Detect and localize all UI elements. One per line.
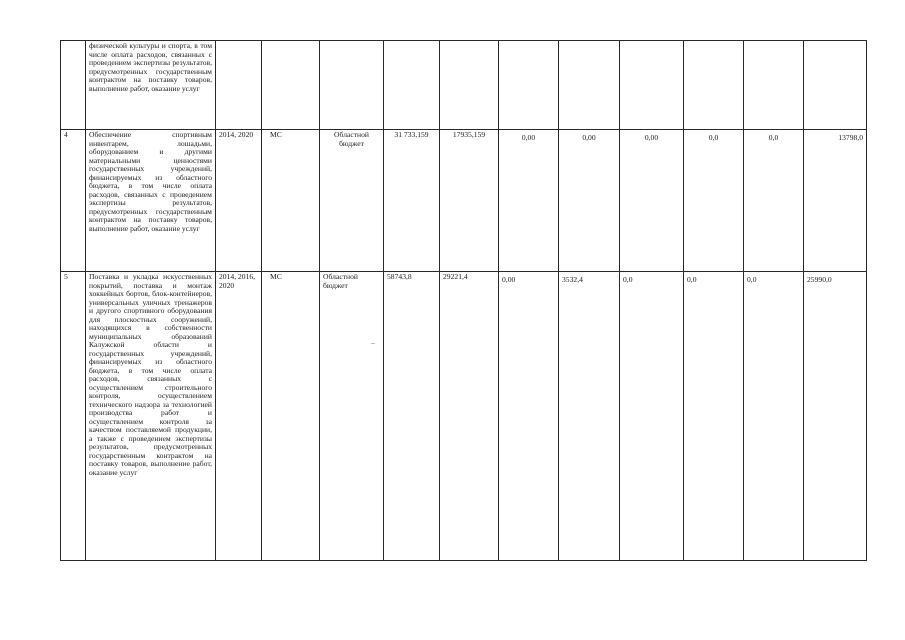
year-2018-cell: 0,0: [684, 272, 744, 561]
year-2020-cell: [804, 41, 867, 130]
funding-source-cell: [320, 41, 384, 130]
executor-cell: [262, 41, 320, 130]
year-2019-cell: 0,0: [744, 130, 804, 272]
year-2015-cell: [499, 41, 559, 130]
years-cell: 2014, 2016, 2020: [216, 272, 262, 561]
executor-cell: МС: [262, 272, 320, 561]
table-row: [61, 130, 867, 272]
year-2015-cell: 0,00: [499, 130, 559, 272]
funding-source-cell: Областной бюджет: [320, 272, 384, 561]
description-cell: физической культуры и спорта, в том числе оплата расходов, связанных с проведением экспертизы результатов, предусмотренных государственным контрактом на поставку товаров, выполнение работ, оказание услуг: [86, 41, 216, 130]
year-2020-cell: 13798,0: [804, 130, 867, 272]
budget-table: [60, 40, 867, 561]
scan-artifact: [371, 343, 375, 344]
year-2016-cell: 0,00: [559, 130, 620, 272]
total-cell: [384, 41, 440, 130]
year-2018-cell: [684, 41, 744, 130]
years-cell: 2014, 2020: [216, 130, 262, 272]
year-2019-cell: 0,0: [744, 272, 804, 561]
year-2017-cell: 0,0: [620, 272, 684, 561]
year-2014-cell: 29221,4: [440, 272, 499, 561]
year-2016-cell: 3532,4: [559, 272, 620, 561]
year-2016-cell: [559, 41, 620, 130]
year-2020-cell: 25990,0: [804, 272, 867, 561]
description-cell: Поставка и укладка искусственных покрытий, поставка и монтаж хоккейных бортов, блок-контейнеров, универсальных уличных тренажеров и другого спортивного оборудования для плоскостных сооружений, находящихся в собственности муниципальных образований Калужской области и государственных учреждений, финансируемых из областного бюджета, в том числе оплата расходов, связанных с осуществлением строительного контроля, осуществлением технического надзора за технологией производства работ и осуществлением контроля за качеством поставляемой продукции, а также с проведением экспертизы результатов, предусмотренных государственным контрактом на поставку товаров, выполнение работ, оказание услуг: [86, 272, 216, 561]
row-number-cell: 4: [61, 130, 86, 272]
year-2014-cell: [440, 41, 499, 130]
row-number-cell: [61, 41, 86, 130]
years-cell: [216, 41, 262, 130]
total-cell: 31 733,159: [384, 130, 440, 272]
description-cell: Обеспечение спортивным инвентарем, лошадьми, оборудованием и другими материальными ценностями государственных учреждений, финансируемых из областного бюджета, в том числе оплата расходов, связанных с проведением экспертизы результатов, предусмотренных государственным контрактом на поставку товаров, выполнение работ, оказание услуг: [86, 130, 216, 272]
year-2017-cell: 0,00: [620, 130, 684, 272]
table-row: [61, 41, 867, 130]
total-cell: 58743,8: [384, 272, 440, 561]
year-2018-cell: 0,0: [684, 130, 744, 272]
year-2019-cell: [744, 41, 804, 130]
year-2017-cell: [620, 41, 684, 130]
year-2014-cell: 17935,159: [440, 130, 499, 272]
executor-cell: МС: [262, 130, 320, 272]
row-number-cell: 5: [61, 272, 86, 561]
funding-source-cell: Областной бюджет: [320, 130, 384, 272]
table-row: [61, 272, 867, 561]
year-2015-cell: 0,00: [499, 272, 559, 561]
